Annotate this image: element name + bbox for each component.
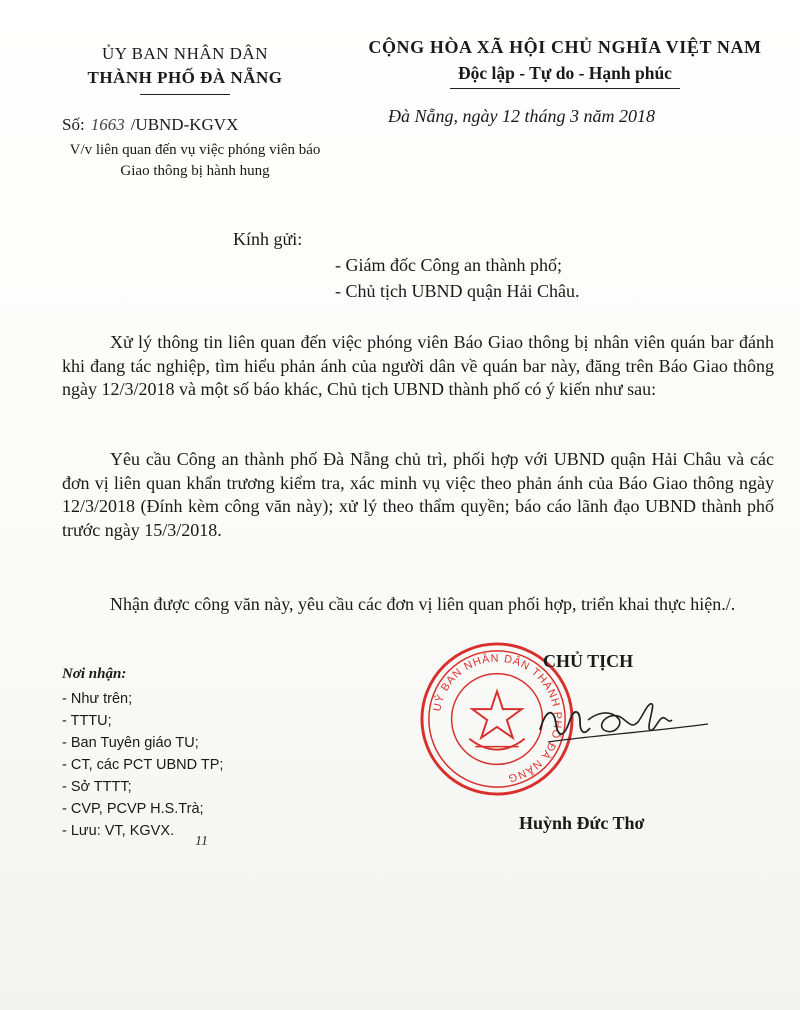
- doc-number-value: 1663: [90, 115, 125, 134]
- recipient-item: - Giám đốc Công an thành phố;: [335, 255, 562, 275]
- recipients-list-title: Nơi nhận:: [62, 666, 127, 682]
- date-line: Đà Nẵng, ngày 12 tháng 3 năm 2018: [388, 106, 655, 126]
- body-paragraph: [62, 448, 774, 542]
- paragraph-text: Nhận được công văn này, yêu cầu các đơn vị liên quan phối hợp, triển khai thực hiện./.: [110, 594, 736, 614]
- drafter-initials: 11: [195, 834, 208, 849]
- doc-number-prefix: Số:: [62, 115, 85, 134]
- signature-title: CHỦ TỊCH: [543, 651, 634, 671]
- agency-line-1: ỦY BAN NHÂN DÂN: [101, 44, 268, 63]
- greeting: Kính gửi:: [233, 229, 303, 249]
- motto-underline: [450, 88, 680, 89]
- agency-underline: [140, 94, 230, 95]
- list-item: - CVP, PCVP H.S.Trà;: [62, 801, 204, 817]
- signer-name: Huỳnh Đức Thơ: [519, 813, 645, 833]
- recipients-list: [62, 688, 223, 842]
- national-title: CỘNG HÒA XÃ HỘI CHỦ NGHĨA VIỆT NAM: [368, 37, 762, 57]
- recipient-item: - Chủ tịch UBND quận Hải Châu.: [335, 281, 580, 301]
- national-header: [350, 34, 780, 89]
- list-item: - Sở TTTT;: [62, 779, 132, 795]
- list-item: - Như trên;: [62, 691, 133, 707]
- national-motto: Độc lập - Tự do - Hạnh phúc: [458, 63, 672, 83]
- paragraph-text: Yêu cầu Công an thành phố Đà Nẵng chủ trì, phối hợp với UBND quận Hải Châu và các đơn vị liên quan khẩn trương kiểm tra, xác minh vụ việc theo phản ánh của Báo Giao thông ngày 12/3/2018 (Đính kèm công văn này); xử lý theo thẩm quyền; báo cáo lãnh đạo UBND thành phố trước ngày 15/3/2018.: [62, 449, 774, 540]
- document-number: [62, 115, 238, 135]
- list-item: - CT, các PCT UBND TP;: [62, 757, 224, 773]
- doc-number-suffix: /UBND-KGVX: [130, 115, 239, 134]
- paragraph-text: Xử lý thông tin liên quan đến việc phóng viên Báo Giao thông bị nhân viên quán bar đánh khi đang tác nghiệp, tìm hiểu phản ánh của người dân về quán bar này, đăng trên Báo Giao thông ngày 12/3/2018 và một số báo khác, Chủ tịch UBND thành phố có ý kiến như sau:: [62, 332, 774, 399]
- handwritten-signature: [528, 690, 718, 750]
- list-item: - TTTU;: [62, 713, 112, 729]
- issuing-agency-header: [40, 42, 330, 95]
- body-paragraph: [62, 331, 774, 402]
- list-item: - Lưu: VT, KGVX.: [62, 823, 175, 839]
- document-subject: V/v liên quan đến vụ việc phóng viên báo Giao thông bị hành hung: [69, 142, 321, 179]
- list-item: - Ban Tuyên giáo TU;: [62, 735, 199, 751]
- body-paragraph: [62, 593, 774, 617]
- agency-line-2: THÀNH PHỐ ĐÀ NẴNG: [87, 68, 283, 87]
- seal-ring-text: UỶ BAN NHÂN DÂN THÀNH PHỐ ĐÀ NẴNG: [431, 652, 564, 785]
